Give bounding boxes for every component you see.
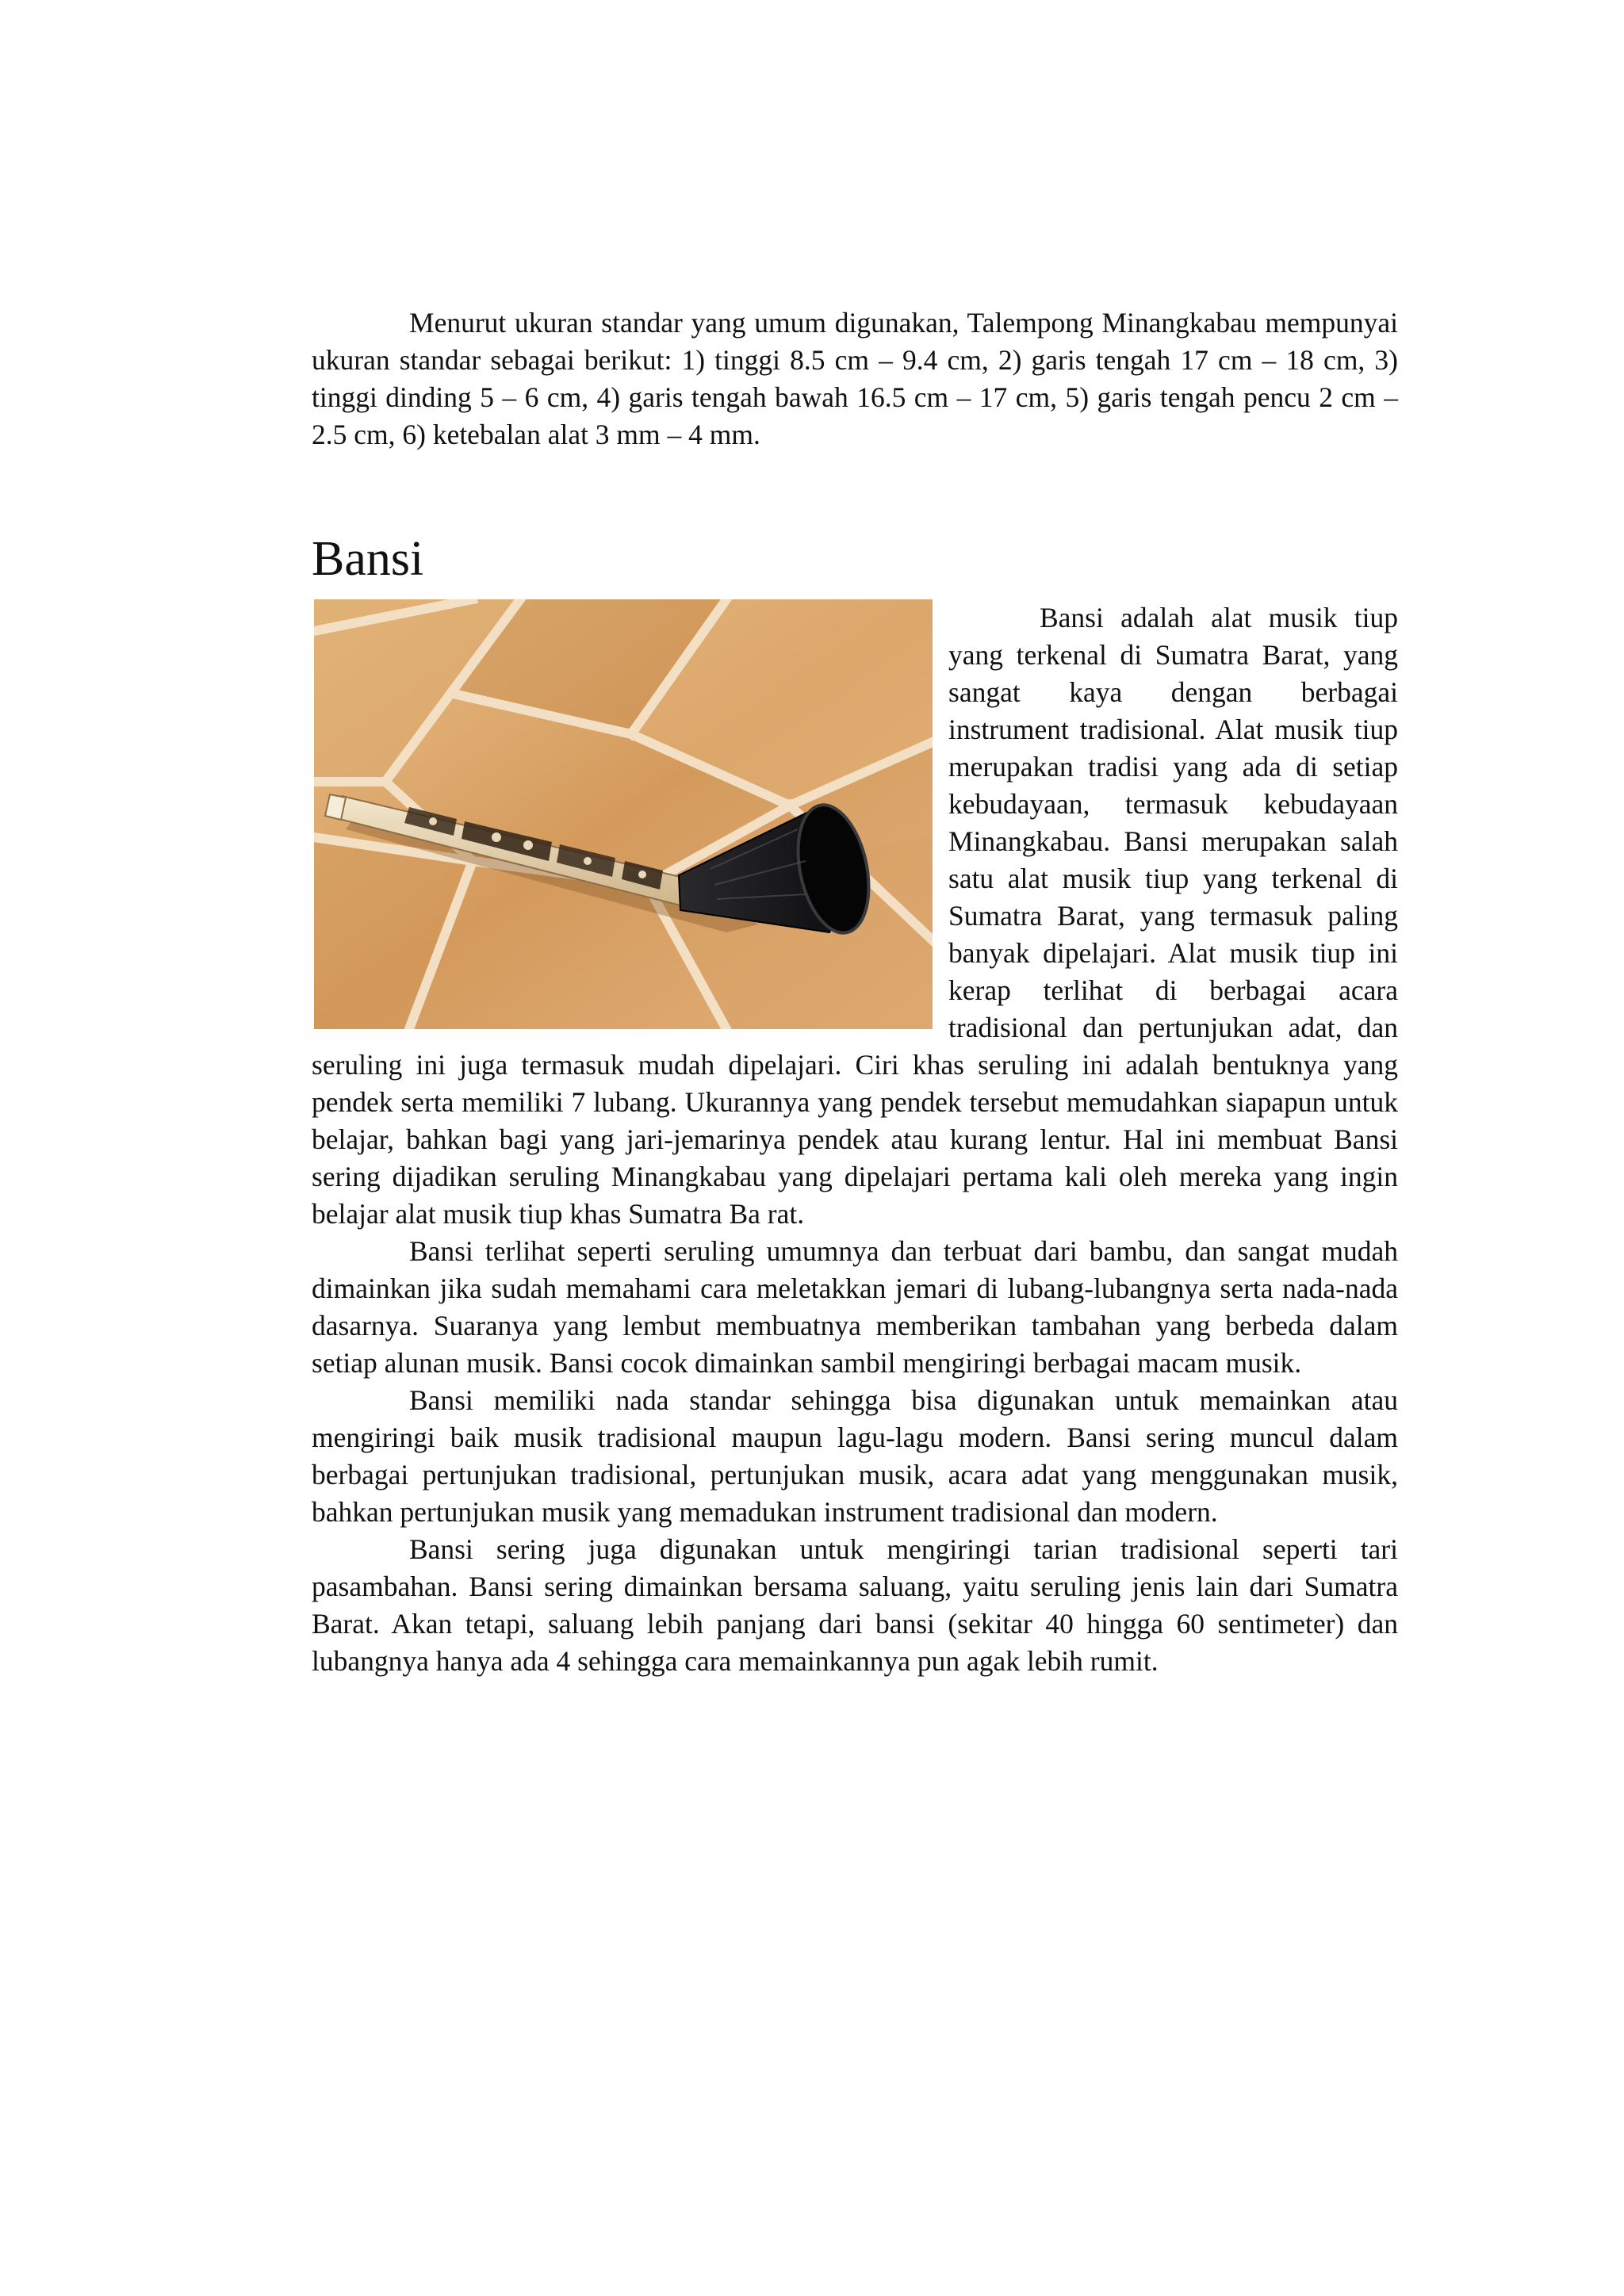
intro-paragraph: Menurut ukuran standar yang umum digunakan, Talempong Minangkabau mempunyai ukuran standar sebagai berikut: 1) tinggi 8.5 cm – 9.4 cm, 2) garis tengah 17 cm – 18 cm, 3) tinggi dinding 5 – 6 cm, 4) garis tengah bawah 16.5 cm – 17 cm, 5) garis tengah pencu 2 cm – 2.5 cm, 6) ketebalan alat 3 mm – 4 mm. <box>312 307 1398 450</box>
section-paragraph-3: Bansi memiliki nada standar sehingga bisa digunakan untuk memainkan atau mengiringi baik musik tradisional maupun lagu-lagu modern. Bansi sering muncul dalam berbagai pertunjukan tradisional, pertunjukan musik, acara adat yang menggunakan musik, bahkan pertunjukan musik yang memadukan instrument tradisional dan modern. <box>312 1384 1398 1528</box>
section-paragraph-1: Bansi adalah alat musik tiup yang terkenal di Sumatra Barat, yang sangat kaya dengan berbagai instrument tradisional. Alat musik tiup merupakan tradisi yang ada di setiap kebudayaan, termasuk kebudayaan Minangkabau. Bansi merupakan salah satu alat musik tiup yang terkenal di Sumatra Barat, yang termasuk paling banyak dipelajari. Alat musik tiup ini kerap terlihat di berbagai acara tradisional dan pertunjukan adat, dan seruling ini juga termasuk mudah dipelajari. Ciri khas seruling ini adalah bentuknya yang pendek serta memiliki 7 lubang. Ukurannya yang pendek tersebut memudahkan siapapun untuk belajar, bahkan bagi yang jari-jemarinya pendek atau kurang lentur. Hal ini membuat Bansi sering dijadikan seruling Minangkabau yang dipelajari pertama kali oleh mereka yang ingin belajar alat musik tiup khas Sumatra Ba rat. <box>312 602 1398 1230</box>
section-paragraph-4: Bansi sering juga digunakan untuk mengiringi tarian tradisional seperti tari pasambahan. Bansi sering dimainkan bersama saluang, yaitu seruling jenis lain dari Sumatra Barat. Akan tetapi, saluang lebih panjang dari bansi (sekitar 40 hingga 60 sentimeter) dan lubangnya hanya ada 4 sehingga cara memainkannya pun agak lebih rumit. <box>312 1533 1398 1677</box>
section-title: Bansi <box>312 532 424 586</box>
section-body <box>312 599 1398 1680</box>
bansi-flute-image <box>314 599 933 1029</box>
bansi-photo <box>314 599 933 1029</box>
document-page <box>312 304 1398 1680</box>
section-paragraph-2: Bansi terlihat seperti seruling umumnya dan terbuat dari bambu, dan sangat mudah dimainkan jika sudah memahami cara meletakkan jemari di lubang-lubangnya serta nada-nada dasarnya. Suaranya yang lembut membuatnya memberikan tambahan yang berbeda dalam setiap alunan musik. Bansi cocok dimainkan sambil mengiringi berbagai macam musik. <box>312 1235 1398 1379</box>
